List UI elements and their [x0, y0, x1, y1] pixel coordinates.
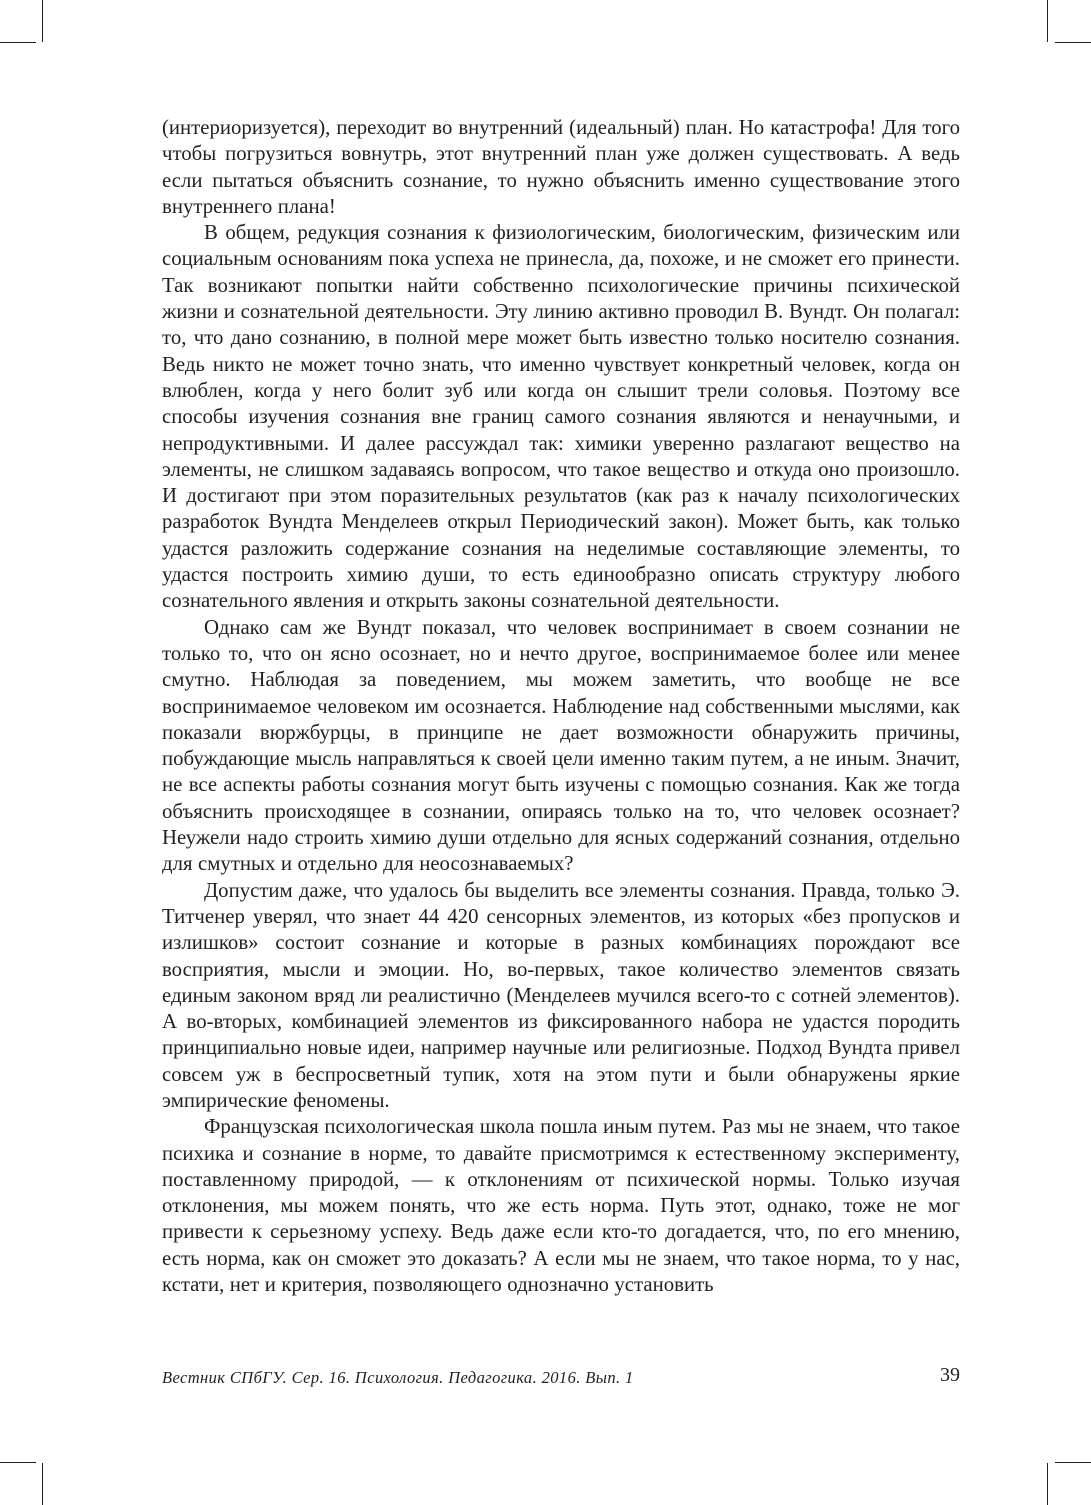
paragraph: (интериоризуется), переходит во внутренний (идеальный) план. Но катастрофа! Для того чтобы погрузиться вовнутрь, этот внутренний план уже должен существовать. А ведь если пытаться объяснить сознание, то нужно объяснить именно существование этого внутреннего плана!	[162, 116, 960, 218]
article-body	[162, 115, 960, 1298]
paragraph: Однако сам же Вундт показал, что человек воспринимает в своем сознании не только то, что он ясно осознает, но и нечто другое, воспринимаемое более или менее смутно. Наблюдая за поведением, мы можем заметить, что вообще не все воспринимаемое человеком им осознается. Наблюдение над собственными мыслями, как показали вюржбурцы, в принципе не дает возможности обнаружить причины, побуждающие мысль направляться к своей цели именно таким путем, а не иным. Значит, не все аспекты работы сознания могут быть изучены с помощью сознания. Как же тогда объяснить происходящее в сознании, опираясь только на то, что человек осознает? Неужели надо строить химию души отдельно для ясных содержаний сознания, отдельно для смутных и отдельно для неосознаваемых?	[162, 615, 960, 876]
paragraph: Французская психологическая школа пошла иным путем. Раз мы не знаем, что такое психика и сознание в норме, то давайте присмотримся к естественному эксперименту, поставленному природой, — к отклонениям от психической нормы. Только изучая отклонения, мы можем понять, что же есть норма. Путь этот, однако, тоже не мог привести к серьезному успеху. Ведь даже если кто-то догадается, что, по его мнению, есть норма, как он сможет это доказать? А если мы не знаем, что такое норма, то у нас, кстати, нет и критерия, позволяющего однозначно установить	[162, 1115, 960, 1297]
crop-mark-top-left-vertical	[42, 0, 43, 42]
page-footer	[162, 1362, 960, 1392]
paragraph: Допустим даже, что удалось бы выделить все элементы сознания. Правда, только Э. Титченер уверял, что знает 44 420 сенсорных элементов, из которых «без пропусков и излишков» состоит сознание и которые в разных комбинациях порождают все восприятия, мысли и эмоции. Но, во-первых, такое количество элементов связать единым законом вряд ли реалистично (Менделеев мучился всего-то с сотней элементов). А во-вторых, комбинацией элементов из фиксированного набора не удастся породить принципиально новые идеи, например научные или религиозные. Подход Вундта привел совсем уж в беспросветный тупик, хотя на этом пути и были обнаружены яркие эмпирические феномены.	[162, 878, 960, 1112]
journal-reference: Вестник СПбГУ. Сер. 16. Психология. Педагогика. 2016. Вып. 1	[162, 1368, 634, 1387]
crop-mark-top-right-horizontal	[1055, 42, 1091, 43]
crop-mark-bottom-left-horizontal	[0, 1462, 36, 1463]
crop-mark-bottom-right-horizontal	[1055, 1462, 1091, 1463]
paragraph: В общем, редукция сознания к физиологическим, биологическим, физическим или социальным основаниям пока успеха не принесла, да, похоже, и не сможет его принести. Так возникают попытки найти собственно психологические причины психической жизни и сознательной деятельности. Эту линию активно проводил В. Вундт. Он полагал: то, что дано сознанию, в полной мере может быть известно только носителю сознания. Ведь никто не может точно знать, что именно чувствует конкретный человек, когда он влюблен, когда у него болит зуб или когда он слышит трели соловья. Поэтому все способы изучения сознания вне границ самого сознания являются и ненаучными, и непродуктивными. И далее рассуждал так: химики уверенно разлагают вещество на элементы, не слишком задаваясь вопросом, что такое вещество и откуда оно произошло. И достигают при этом поразительных результатов (как раз к началу психологических разработок Вундта Менделеев открыл Периодический закон). Может быть, как только удастся разложить содержание сознания на неделимые составляющие элементы, то удастся построить химию души, то есть единообразно описать структуру любого сознательного явления и открыть законы сознательной деятельности.	[162, 221, 960, 613]
page-number: 39	[940, 1364, 960, 1386]
crop-mark-top-left-horizontal	[0, 42, 36, 43]
crop-mark-bottom-left-vertical	[42, 1463, 43, 1505]
crop-mark-bottom-right-vertical	[1047, 1463, 1048, 1505]
crop-mark-top-right-vertical	[1047, 0, 1048, 42]
